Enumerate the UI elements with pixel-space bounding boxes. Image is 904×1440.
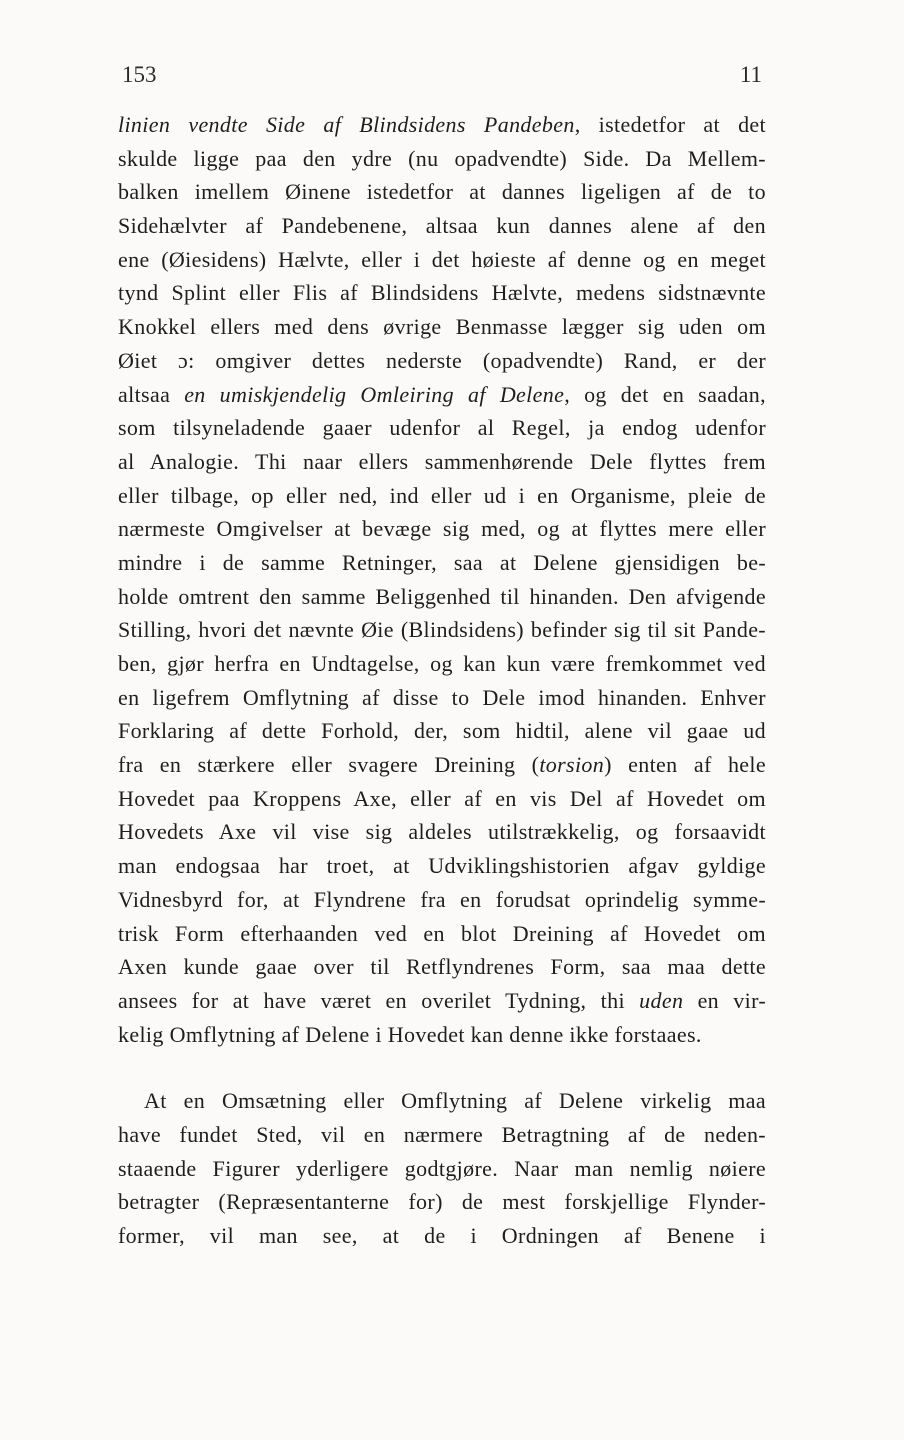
paragraph-1 [118,108,766,1051]
text-line: man endogsaa har troet, at Udviklingshistorien afgav gyldige [118,853,766,879]
text-line: ben, gjør herfra en Undtagelse, og kan kun være fremkommet ved [118,651,766,676]
text-line: som tilsyneladende gaaer udenfor al Regel, ja endog udenfor [118,415,766,441]
text-line: Øiet ɔ: omgiver dettes nederste (opadvendte) Rand, er der [118,347,766,373]
text-line: altsaa en umiskjendelig Omleiring af Delene, og det en saadan, [118,381,766,407]
text-line: ene (Øiesidens) Hælvte, eller i det høieste af denne og en meget [118,246,766,272]
text-line: Hovedet paa Kroppens Axe, eller af en vis Del af Hovedet om [118,785,766,811]
text-line: holde omtrent den samme Beliggenhed til hinanden. Den afvigende [118,583,766,609]
paragraph-2 [118,1084,766,1252]
text-line: eller tilbage, op eller ned, ind eller ud i en Organisme, pleie de [118,482,766,508]
text-line: staaende Figurer yderligere godtgjøre. Naar man nemlig nøiere [118,1155,766,1181]
text-line: Forklaring af dette Forhold, der, som hidtil, alene vil gaae ud [118,718,766,744]
text-line: linien vendte Side af Blindsidens Pandeben, istedetfor at det [118,112,767,137]
text-line: Sidehælvter af Pandebenene, altsaa kun dannes alene af den [118,213,766,239]
italic-phrase: torsion [539,752,605,778]
page-number-left: 153 [122,62,157,87]
text-line: tynd Splint eller Flis af Blindsidens Hælvte, medens sidstnævnte [118,280,766,306]
text-line: have fundet Sted, vil en nærmere Betragtning af de neden- [118,1121,766,1147]
text-line: Stilling, hvori det nævnte Øie (Blindsidens) befinder sig til sit Pande- [118,617,766,643]
text-line: Hovedets Axe vil vise sig aldeles utilstrækkelig, og forsaavidt [118,819,766,845]
text-line: Axen kunde gaae over til Retflyndrenes Form, saa maa dette [118,954,766,980]
text-line: Vidnesbyrd for, at Flyndrene fra en forudsat oprindelig symme- [118,886,766,912]
text-line: al Analogie. Thi naar ellers sammenhørende Dele flyttes frem [118,448,766,474]
text-line: betragter (Repræsentanterne for) de mest forskjellige Flynder- [118,1189,766,1215]
text-line: former, vil man see, at de i Ordningen af Benene i [118,1223,766,1248]
body-text [118,108,766,1253]
text-line: balken imellem Øinene istedetfor at dannes ligeligen af de to [118,179,766,205]
text-line: Knokkel ellers med dens øvrige Benmasse lægger sig uden om [118,314,766,340]
text-line: mindre i de samme Retninger, saa at Delene gjensidigen be- [118,549,766,575]
page-number-right: 11 [739,62,762,87]
text-line: en ligefrem Omflytning af disse to Dele imod hinanden. Enhver [118,684,766,710]
italic-phrase: uden [639,987,684,1013]
running-head [122,62,762,92]
text-line: kelig Omflytning af Delene i Hovedet kan denne ikke forstaaes. [118,1021,702,1047]
text-line: ansees for at have været en overilet Tydning, thi uden en vir- [118,987,766,1013]
italic-phrase: linien vendte Side af Blindsidens Pandeben [118,112,575,137]
italic-phrase: en umiskjendelig Omleiring af Delene [184,381,565,407]
text-line: trisk Form efterhaanden ved en blot Dreining af Hovedet om [118,920,766,946]
text-line: fra en stærkere eller svagere Dreining (torsion) enten af hele [118,752,766,778]
text-line: skulde ligge paa den ydre (nu opadvendte) Side. Da Mellem- [118,145,766,171]
text-line: nærmeste Omgivelser at bevæge sig med, og at flyttes mere eller [118,516,766,542]
text-line: At en Omsætning eller Omflytning af Delene virkelig maa [144,1088,766,1114]
